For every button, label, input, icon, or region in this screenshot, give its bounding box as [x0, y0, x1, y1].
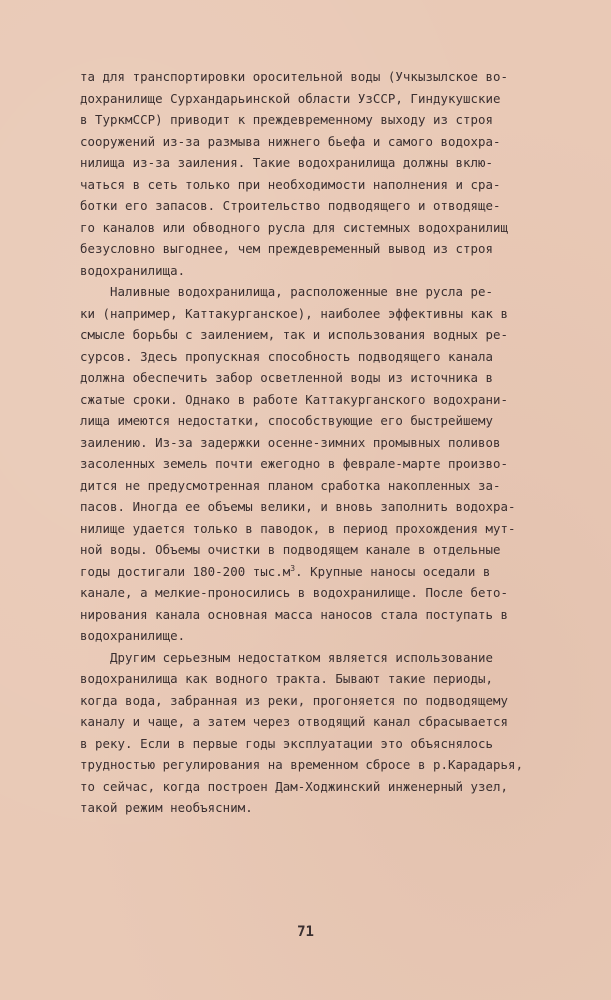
- text-line: каналу и чаще, а затем через отводящий канал сбрасывается: [80, 714, 509, 729]
- text-line: го каналов или обводного русла для системных водохранилищ: [80, 219, 509, 235]
- text-line: трудностью регулирования на временном сбросе в р.Карадарья,: [80, 757, 524, 772]
- text-segment: годы достигали 180-200 тыс.м: [80, 563, 291, 579]
- text-line: заилению. Из-за задержки осенне-зимних промывных поливов: [80, 434, 501, 450]
- text-line: дохранилище Сурхандарьинской области УзССР, Гиндукушские: [80, 90, 501, 106]
- text-line: пасов. Иногда ее объемы велики, и вновь заполнить водохра-: [80, 499, 516, 514]
- text-line: водохранилище.: [80, 628, 186, 643]
- text-line: нилища из-за заиления. Такие водохранилища должны вклю-: [80, 155, 494, 170]
- text-line: сурсов. Здесь пропускная способность подводящего канала: [80, 348, 494, 364]
- text-line: в реку. Если в первые годы эксплуатации это объяснялось: [80, 735, 494, 751]
- superscript: 3: [290, 563, 296, 573]
- text-line: чаться в сеть только при необходимости наполнения и сра-: [80, 176, 501, 192]
- text-line: сжатые сроки. Однако в работе Каттакурганского водохрани-: [80, 391, 509, 407]
- page-number: 71: [297, 924, 314, 940]
- text-line: нилище удается только в паводок, в период прохождения мут-: [80, 520, 516, 536]
- text-line: сооружений из-за размыва нижнего бьефа и самого водохра-: [80, 133, 501, 149]
- text-segment: . Крупные наносы оседали в: [295, 563, 491, 579]
- text-line: смысле борьбы с заилением, так и использования водных ре-: [80, 327, 509, 342]
- text-line: должна обеспечить забор осветленной воды из источника в: [80, 370, 494, 385]
- text-line: водохранилища как водного тракта. Бывают такие периоды,: [80, 671, 494, 686]
- text-line: то сейчас, когда построен Дам-Ходжинский инженерный узел,: [80, 778, 509, 794]
- text-line-with-superscript: [80, 561, 580, 583]
- text-line: ной воды. Объемы очистки в подводящем канале в отдельные: [80, 542, 501, 557]
- text-line: такой режим необъясним.: [80, 800, 253, 815]
- main-text: [80, 66, 580, 819]
- text-line: безусловно выгоднее, чем преждевременный вывод из строя: [80, 241, 494, 256]
- text-line: водохранилища.: [80, 262, 186, 278]
- text-line: засоленных земель почти ежегодно в феврале-марте произво-: [80, 456, 509, 471]
- text-line: ки (например, Каттакурганское), наиболее эффективны как в: [80, 305, 509, 321]
- text-line: нирования канала основная масса наносов стала поступать в: [80, 606, 509, 622]
- text-line: та для транспортировки оросительной воды (Учкызылское во-: [80, 69, 509, 84]
- text-line: канале, а мелкие-проносились в водохранилище. После бето-: [80, 585, 509, 600]
- text-line: дится не предусмотренная планом сработка накопленных за-: [80, 477, 501, 493]
- text-line: Другим серьезным недостатком является использование: [80, 649, 494, 665]
- text-line: лища имеются недостатки, способствующие его быстрейшему: [80, 413, 494, 428]
- text-line: в ТуркмССР) приводит к преждевременному выходу из строя: [80, 112, 494, 127]
- text-line: Наливные водохранилища, расположенные вне русла ре-: [80, 284, 494, 299]
- text-line: ботки его запасов. Строительство подводящего и отводяще-: [80, 198, 501, 213]
- text-line: когда вода, забранная из реки, прогоняется по подводящему: [80, 692, 509, 708]
